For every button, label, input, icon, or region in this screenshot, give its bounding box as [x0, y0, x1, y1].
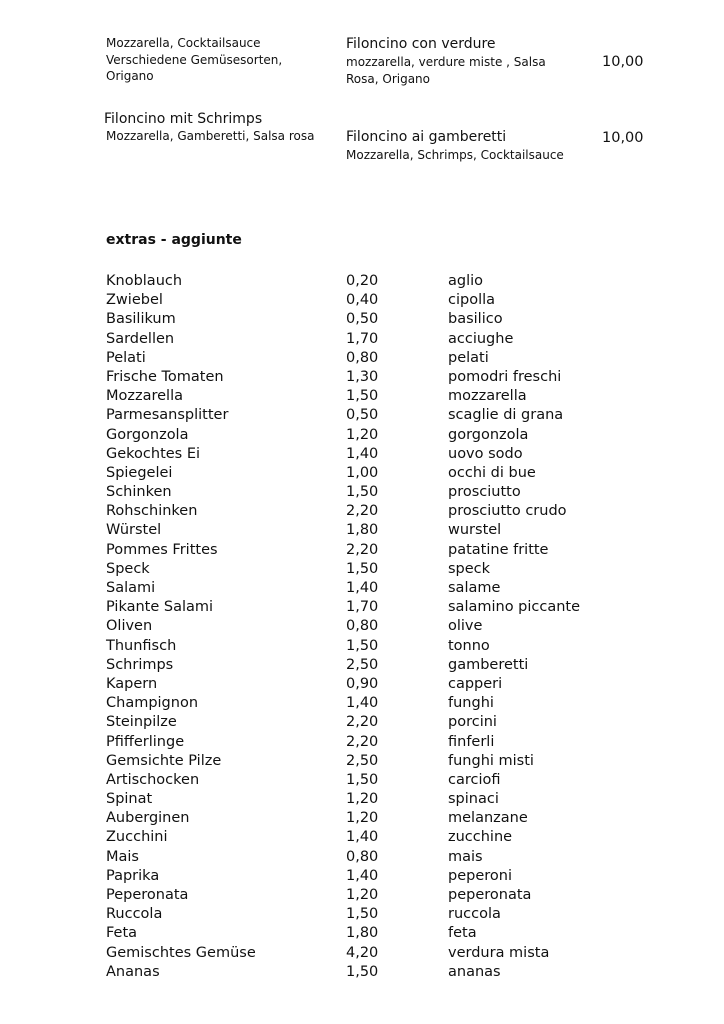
extras-name-italian: pomodri freschi — [448, 368, 562, 385]
extras-price: 1,50 — [346, 963, 379, 980]
extras-price: 0,50 — [346, 407, 379, 424]
extras-price: 1,20 — [346, 791, 379, 808]
extras-row — [106, 272, 666, 291]
extras-price: 1,50 — [346, 388, 379, 405]
extras-row — [106, 790, 666, 809]
item-description-right-2: Mozzarella, Schrimps, Cocktailsauce — [346, 148, 564, 162]
extras-row — [106, 560, 666, 579]
extras-name-german: Basilikum — [106, 311, 176, 328]
extras-name-italian: uovo sodo — [448, 445, 523, 462]
extras-row — [106, 809, 666, 828]
extras-name-german: Oliven — [106, 618, 153, 635]
extras-row — [106, 521, 666, 540]
extras-name-italian: olive — [448, 618, 483, 635]
extras-name-german: Würstel — [106, 522, 162, 539]
extras-name-italian: prosciutto — [448, 484, 521, 501]
extras-name-italian: patatine fritte — [448, 541, 549, 558]
extras-name-italian: salamino piccante — [448, 599, 581, 616]
extras-name-german: Artischocken — [106, 771, 200, 788]
extras-row — [106, 752, 666, 771]
extras-row — [106, 848, 666, 867]
item-description-left-2: Mozzarella, Gamberetti, Salsa rosa — [106, 129, 315, 143]
extras-name-german: Ananas — [106, 963, 160, 980]
extras-name-italian: salame — [448, 580, 501, 596]
extras-name-german: Gemsichte Pilze — [106, 752, 222, 769]
extras-name-german: Steinpilze — [106, 714, 177, 731]
extras-row — [106, 694, 666, 713]
extras-name-german: Pelati — [106, 349, 146, 366]
extras-name-italian: funghi — [448, 695, 494, 712]
extras-price: 1,40 — [346, 867, 379, 884]
extras-name-italian: mais — [448, 848, 483, 865]
extras-name-german: Pfifferlinge — [106, 733, 185, 750]
extras-name-italian: tonno — [448, 637, 490, 654]
item-description-right-1: mozzarella, verdure miste , Salsa Rosa, Origano — [346, 55, 546, 86]
extras-name-italian: cipolla — [448, 292, 496, 309]
extras-price: 0,20 — [346, 273, 379, 289]
extras-name-german: Speck — [106, 560, 150, 577]
extras-price: 0,80 — [346, 618, 379, 635]
extras-row — [106, 675, 666, 694]
extras-name-italian: melanzane — [448, 810, 528, 827]
extras-name-german: Sardellen — [106, 330, 175, 347]
item-title-right-2: Filoncino ai gamberetti — [346, 129, 507, 145]
extras-row — [106, 541, 666, 560]
extras-name-italian: gorgonzola — [448, 426, 529, 443]
extras-name-german: Mozzarella — [106, 388, 183, 405]
extras-row — [106, 330, 666, 349]
extras-price: 0,50 — [346, 311, 379, 328]
extras-price: 1,50 — [346, 906, 379, 923]
extras-name-italian: ruccola — [448, 906, 501, 923]
extras-name-italian: occhi di bue — [448, 464, 536, 481]
extras-price: 2,50 — [346, 752, 379, 769]
extras-row — [106, 387, 666, 406]
extras-name-german: Zucchini — [106, 829, 168, 846]
extras-name-italian: verdura mista — [448, 944, 550, 961]
extras-name-italian: acciughe — [448, 330, 514, 347]
extras-row — [106, 291, 666, 310]
extras-price: 1,50 — [346, 560, 379, 577]
extras-row — [106, 886, 666, 905]
extras-price: 1,20 — [346, 810, 379, 827]
section-title-extras: extras - aggiunte — [106, 232, 242, 248]
extras-name-italian: feta — [448, 925, 477, 942]
extras-name-italian: carciofi — [448, 771, 501, 788]
extras-row — [106, 924, 666, 943]
item-description-left-1: Mozzarella, Cocktailsauce Verschiedene Gemüsesorten, Origano — [106, 36, 283, 83]
extras-name-italian: gamberetti — [448, 656, 529, 673]
extras-name-german: Kapern — [106, 675, 158, 692]
extras-row — [106, 905, 666, 924]
extras-row — [106, 656, 666, 675]
extras-price: 0,80 — [346, 349, 379, 366]
extras-name-german: Champignon — [106, 695, 199, 712]
extras-price: 0,80 — [346, 848, 379, 865]
extras-row — [106, 502, 666, 521]
extras-price: 1,50 — [346, 771, 379, 788]
extras-name-italian: ananas — [448, 963, 501, 980]
extras-row — [106, 771, 666, 790]
extras-name-german: Paprika — [106, 867, 160, 884]
extras-name-german: Rohschinken — [106, 503, 198, 520]
extras-price: 1,40 — [346, 445, 379, 462]
extras-price: 0,90 — [346, 675, 379, 692]
extras-price: 2,20 — [346, 733, 379, 750]
extras-name-german: Parmesansplitter — [106, 407, 229, 424]
extras-name-italian: spinaci — [448, 791, 499, 808]
item-price-2: 10,00 — [602, 130, 644, 146]
extras-name-italian: mozzarella — [448, 388, 527, 405]
extras-price: 2,20 — [346, 714, 379, 731]
extras-name-italian: funghi misti — [448, 752, 534, 769]
extras-name-german: Spinat — [106, 791, 153, 808]
extras-name-german: Gekochtes Ei — [106, 445, 201, 462]
extras-row — [106, 579, 666, 598]
extras-row — [106, 944, 666, 963]
item-title-left-2: Filoncino mit Schrimps — [104, 111, 263, 127]
extras-name-german: Schrimps — [106, 656, 174, 673]
extras-price: 2,50 — [346, 656, 379, 673]
item-title-right-1: Filoncino con verdure — [346, 36, 496, 52]
extras-price: 1,20 — [346, 426, 379, 443]
extras-row — [106, 349, 666, 368]
extras-row — [106, 483, 666, 502]
extras-price: 1,40 — [346, 580, 379, 596]
extras-row — [106, 368, 666, 387]
extras-list — [106, 272, 666, 982]
extras-row — [106, 426, 666, 445]
extras-price: 1,50 — [346, 637, 379, 654]
extras-name-italian: wurstel — [448, 522, 502, 539]
extras-price: 1,70 — [346, 599, 379, 616]
extras-price: 0,40 — [346, 292, 379, 309]
extras-row — [106, 598, 666, 617]
extras-name-german: Gemischtes Gemüse — [106, 944, 256, 961]
extras-row — [106, 713, 666, 732]
extras-name-italian: prosciutto crudo — [448, 503, 567, 520]
extras-price: 1,30 — [346, 368, 379, 385]
extras-name-german: Pikante Salami — [106, 599, 214, 616]
extras-name-italian: finferli — [448, 733, 495, 750]
extras-name-german: Zwiebel — [106, 292, 163, 309]
extras-price: 2,20 — [346, 503, 379, 520]
extras-name-italian: aglio — [448, 273, 484, 289]
extras-name-german: Thunfisch — [106, 637, 177, 654]
extras-name-german: Frische Tomaten — [106, 368, 224, 385]
extras-name-italian: zucchine — [448, 829, 513, 846]
extras-price: 1,40 — [346, 829, 379, 846]
extras-row — [106, 310, 666, 329]
extras-name-german: Spiegelei — [106, 464, 173, 481]
extras-name-german: Pommes Frittes — [106, 541, 218, 558]
extras-row — [106, 733, 666, 752]
extras-row — [106, 445, 666, 464]
extras-price: 4,20 — [346, 944, 379, 961]
extras-name-german: Schinken — [106, 484, 172, 501]
extras-name-italian: scaglie di grana — [448, 407, 564, 424]
extras-name-german: Gorgonzola — [106, 426, 189, 443]
extras-name-german: Ruccola — [106, 906, 163, 923]
extras-row — [106, 464, 666, 483]
extras-price: 1,80 — [346, 522, 379, 539]
extras-row — [106, 637, 666, 656]
extras-row — [106, 617, 666, 636]
extras-price: 1,00 — [346, 464, 379, 481]
extras-name-german: Feta — [106, 925, 138, 942]
extras-name-german: Salami — [106, 580, 156, 596]
extras-name-german: Knoblauch — [106, 273, 183, 289]
extras-name-italian: peperonata — [448, 887, 532, 903]
extras-row — [106, 963, 666, 982]
extras-row — [106, 406, 666, 425]
extras-name-german: Auberginen — [106, 810, 190, 827]
extras-name-italian: basilico — [448, 311, 503, 328]
extras-name-italian: pelati — [448, 349, 489, 366]
extras-name-german: Peperonata — [106, 887, 189, 903]
extras-price: 1,40 — [346, 695, 379, 712]
extras-name-italian: porcini — [448, 714, 497, 731]
extras-name-german: Mais — [106, 848, 139, 865]
extras-name-italian: capperi — [448, 675, 503, 692]
extras-price: 2,20 — [346, 541, 379, 558]
extras-row — [106, 867, 666, 886]
extras-price: 1,80 — [346, 925, 379, 942]
extras-row — [106, 828, 666, 847]
extras-price: 1,50 — [346, 484, 379, 501]
extras-price: 1,70 — [346, 330, 379, 347]
extras-name-italian: peperoni — [448, 867, 512, 884]
extras-price: 1,20 — [346, 887, 379, 903]
extras-name-italian: speck — [448, 560, 491, 577]
item-price-1: 10,00 — [602, 54, 644, 70]
